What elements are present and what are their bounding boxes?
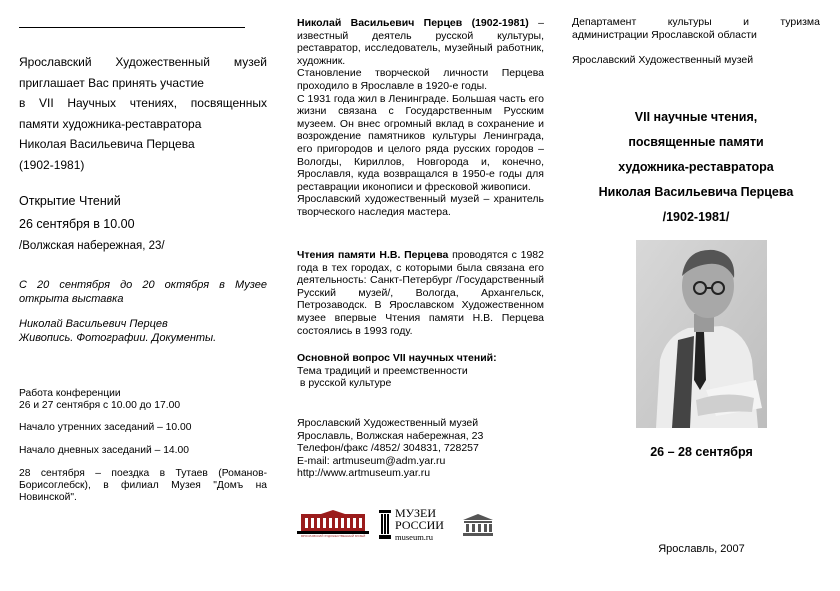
question-title: Основной вопрос VII научных чтений:	[297, 352, 497, 364]
question-line: Тема традиций и преемственности	[297, 364, 468, 377]
readings-history	[297, 249, 544, 337]
invitation-line: в VII Научных чтениях, посвященных	[19, 96, 267, 110]
event-dates: 26 – 28 сентября	[650, 445, 753, 459]
bio-paragraph-3: С 1931 года жил в Ленинграде. Большая часть его жизни связана с Государственным Русским музеем. Он внес огромный вклад в сохранение и возрождение памятников культуры Ленинграда, его пригородов и целого ряда русских городов – Вологды, Кириллов, Новгорода и, конечно, Ярославля, куда возвращался в 1950-е годы для реставрации иконописи и фресковой живописи.	[297, 92, 544, 193]
readings-title: Чтения памяти Н.В. Перцева	[297, 249, 449, 261]
invitation-line: Николая Васильевича Перцева	[19, 137, 195, 151]
logo-text-1: МУЗЕИ	[395, 506, 437, 520]
logo-text-3: museum.ru	[395, 532, 434, 542]
footer-place-year: Ярославль, 2007	[658, 543, 745, 555]
title-line: VII научные чтения,	[634, 110, 758, 124]
title-line: Николая Васильевича Перцева	[598, 185, 794, 199]
contact-email: E-mail: artmuseum@adm.yar.ru	[297, 454, 446, 467]
exhibition-title-2: Живопись. Фотографии. Документы.	[19, 332, 217, 344]
invitation-block	[19, 52, 267, 175]
exhibition-title-1: Николай Васильевич Перцев	[19, 318, 168, 330]
museum-logo-caption: ЯРОСЛАВСКИЙ ХУДОЖЕСТВЕННЫЙ МУЗЕЙ	[300, 534, 366, 538]
schedule-conference: Работа конференции 26 и 27 сентября с 10.00 до 17.00	[19, 388, 181, 411]
contact-phone: Телефон/факс /4852/ 304831, 728257	[297, 442, 479, 455]
invitation-line: Ярославский Художественный музей	[19, 55, 267, 69]
contact-museum: Ярославский Художественный музей	[297, 417, 479, 429]
bio-paragraph-2: Становление творческой личности Перцева проходило в Ярославле в 1920-е годы.	[297, 67, 544, 92]
title-line: посвященные памяти	[628, 135, 764, 149]
bio-paragraph-1	[297, 17, 544, 67]
museum-name: Ярославский Художественный музей	[572, 54, 754, 66]
exhibition-note: С 20 сентября до 20 октября в Музее открыта выставка	[19, 279, 267, 305]
opening-date: 26 сентября в 10.00	[19, 217, 135, 231]
column-icon	[378, 510, 392, 540]
unesco-temple-icon	[461, 514, 495, 536]
bio-name: Николай Васильевич Перцев (1902-1981)	[297, 17, 529, 29]
event-title	[565, 105, 827, 230]
opening-place: /Волжская набережная, 23/	[19, 240, 165, 252]
title-line: /1902-1981/	[662, 210, 730, 224]
bio-paragraph-4: Ярославский художественный музей – хранитель творческого наследия мастера.	[297, 193, 544, 218]
museums-of-russia-logo	[378, 508, 452, 544]
contacts	[297, 417, 544, 480]
department-line: Департамент культуры и туризма	[572, 16, 820, 28]
title-line: художника-реставратора	[618, 160, 774, 174]
portrait-photo	[636, 240, 767, 428]
readings-text: проводятся с 1982 года в тех городах, с которыми была связана его деятельность: Санкт-Петербург /Государственный Русский музей/, Вологда, Архангельск, Петрозаводск. В Ярославском Художественном музее впервые Чтения памяти Н.В. Перцева состоялись в 1993 году.	[297, 249, 544, 337]
biography	[297, 17, 544, 219]
schedule-morning: Начало утренних заседаний – 10.00	[19, 422, 192, 433]
invitation-line: приглашает Вас принять участие	[19, 75, 204, 90]
opening-title: Открытие Чтений	[19, 194, 121, 208]
schedule-afternoon: Начало дневных заседаний – 14.00	[19, 445, 189, 456]
contact-address: Ярославль, Волжская набережная, 23	[297, 429, 484, 442]
invitation-line: (1902-1981)	[19, 157, 85, 172]
department-line: администрации Ярославской области	[572, 28, 757, 41]
top-rule	[19, 27, 245, 28]
museum-building-logo	[297, 510, 369, 540]
bio-description: – известный деятель русской культуры, реставратор, исследователь, музейный работник, художник.	[297, 17, 544, 67]
question-line: в русской культуре	[297, 377, 392, 390]
invitation-line: памяти художника-реставратора	[19, 116, 202, 131]
department-header	[572, 16, 820, 41]
schedule-excursion: 28 сентября – поездка в Тутаев (Романов-Борисоглебск), в филиал Музея "Домъ на Новинской".	[19, 468, 267, 503]
contact-website: http://www.artmuseum.yar.ru	[297, 467, 431, 480]
logo-text-2: РОССИИ	[395, 518, 444, 532]
main-question	[297, 352, 544, 390]
